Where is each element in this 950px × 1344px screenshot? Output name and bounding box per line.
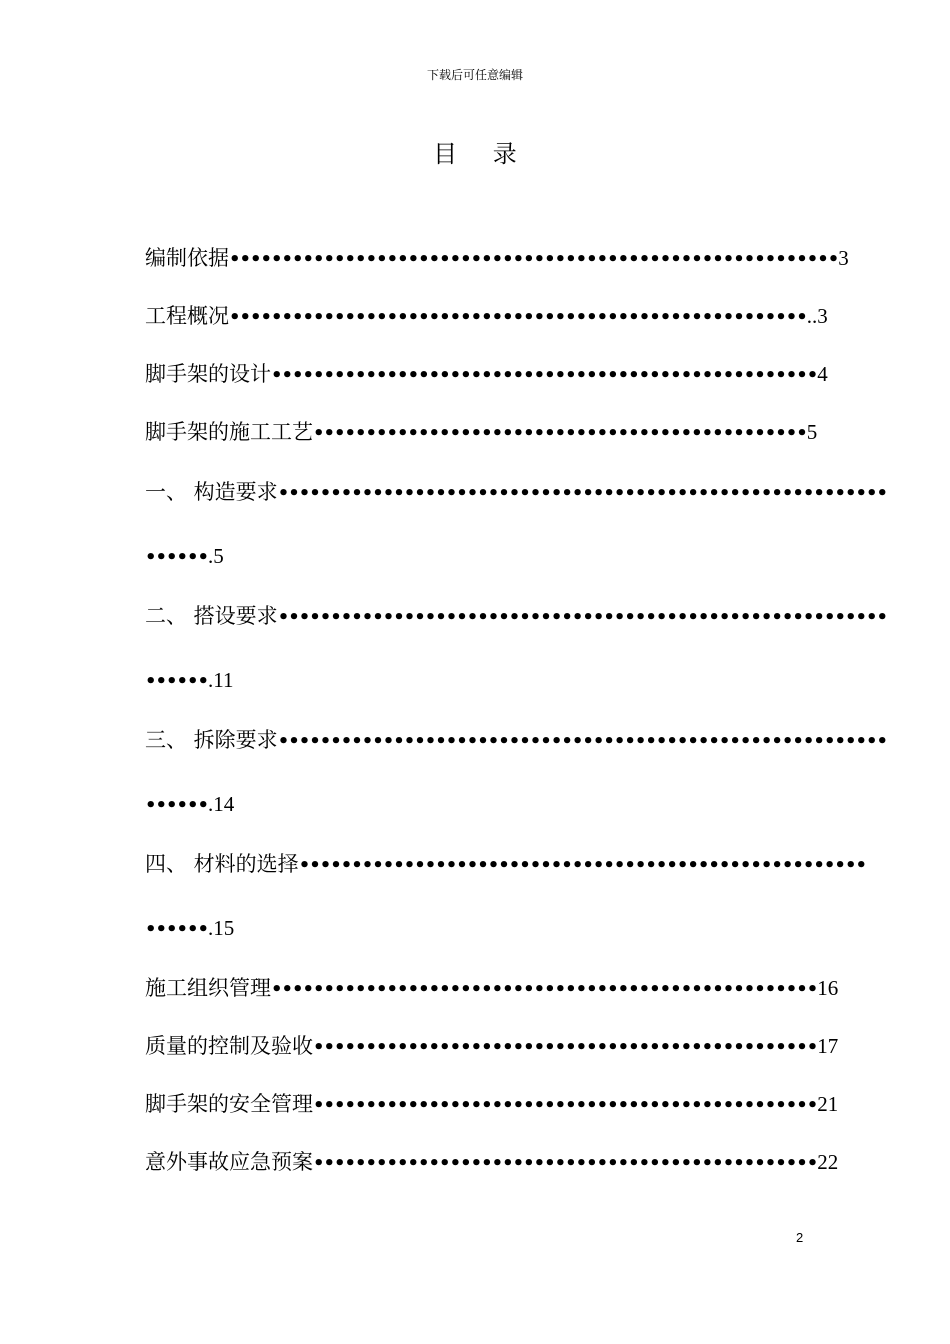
toc-entry-page: .11 (208, 668, 234, 692)
toc-leader-dots: •••••••••••••••••••••••••••••••••••••••••••••••••••••••••• (229, 249, 839, 270)
toc-leader-dots: •••••••••••••••••••••••••••••••••••••••••••••••• (313, 1095, 818, 1116)
toc-entry[interactable] (145, 1030, 838, 1062)
toc-entry-page: .14 (208, 792, 235, 816)
toc-entry-page: 17 (817, 1034, 839, 1058)
toc-leader-dots: •••••••••••••••••••••••••••••••••••••••••••••••• (313, 1037, 818, 1058)
toc-entry-continuation[interactable] (145, 664, 234, 696)
toc-entry[interactable] (145, 848, 866, 880)
toc-entry-page: 16 (817, 976, 839, 1000)
toc-leader-dots: •••••••••••••••••••••••••••••••••••••••••••••••••••• (271, 979, 818, 1000)
toc-entry-label: 脚手架的施工工艺 (145, 420, 313, 444)
toc-entry-page: .15 (208, 916, 235, 940)
toc-leader-dots: •••••• (145, 795, 209, 816)
toc-leader-dots: ••••••••••••••••••••••••••••••••••••••••••••••• (313, 423, 807, 444)
toc-leader-dots: •••••••••••••••••••••••••••••••••••••••••••••••••••• (271, 365, 818, 386)
toc-entry-continuation[interactable] (145, 540, 224, 572)
page-header: 下载后可任意编辑 (426, 68, 523, 82)
toc-entry[interactable] (145, 242, 849, 274)
toc-entry[interactable] (145, 416, 817, 448)
toc-entry-label: 工程概况 (145, 304, 229, 328)
toc-entry-label: 一、 构造要求 (145, 480, 278, 504)
toc-leader-dots: •••••••••••••••••••••••••••••••••••••••••••••••• (313, 1153, 818, 1174)
toc-entry-label: 四、 材料的选择 (145, 852, 299, 876)
toc-leader-dots: •••••• (145, 547, 209, 568)
toc-leader-dots: •••••••••••••••••••••••••••••••••••••••••••••••••••••••••• (277, 483, 887, 504)
toc-entry-label: 意外事故应急预案 (145, 1150, 313, 1174)
toc-leader-dots: •••••• (145, 671, 209, 692)
toc-entry-label: 三、 拆除要求 (145, 728, 278, 752)
toc-entry-page: 5 (806, 420, 818, 444)
toc-entry-label: 脚手架的安全管理 (145, 1092, 313, 1116)
page-number: 2 (796, 1230, 804, 1245)
toc-entry[interactable] (145, 358, 828, 390)
toc-leader-dots: •••••• (145, 919, 209, 940)
toc-entry-continuation[interactable] (145, 912, 234, 944)
toc-leader-dots: •••••••••••••••••••••••••••••••••••••••••••••••••••••••••• (277, 607, 887, 628)
toc-leader-dots: ••••••••••••••••••••••••••••••••••••••••••••••••••••••• (229, 307, 807, 328)
toc-entry-page: 4 (817, 362, 828, 386)
toc-entry[interactable] (145, 600, 887, 632)
toc-entry-page: .5 (208, 544, 224, 568)
toc-leader-dots: •••••••••••••••••••••••••••••••••••••••••••••••••••••• (298, 855, 866, 876)
toc-entry[interactable] (145, 300, 828, 332)
toc-entry-page: ..3 (806, 304, 828, 328)
toc-entry-label: 施工组织管理 (145, 976, 271, 1000)
toc-entry-page: 3 (838, 246, 849, 270)
toc-entry-label: 质量的控制及验收 (145, 1034, 313, 1058)
toc-entry-label: 二、 搭设要求 (145, 604, 278, 628)
toc-entry[interactable] (145, 972, 838, 1004)
toc-entry[interactable] (145, 1146, 838, 1178)
toc-entry[interactable] (145, 724, 887, 756)
toc-entry[interactable] (145, 476, 887, 508)
toc-entry-label: 脚手架的设计 (145, 362, 271, 386)
toc-entry-page: 22 (817, 1150, 839, 1174)
toc-entry-continuation[interactable] (145, 788, 234, 820)
toc-entry-page: 21 (817, 1092, 839, 1116)
toc-leader-dots: •••••••••••••••••••••••••••••••••••••••••••••••••••••••••• (277, 731, 887, 752)
page-title: 目 录 (433, 140, 531, 168)
toc-entry[interactable] (145, 1088, 838, 1120)
toc-entry-label: 编制依据 (145, 246, 229, 270)
